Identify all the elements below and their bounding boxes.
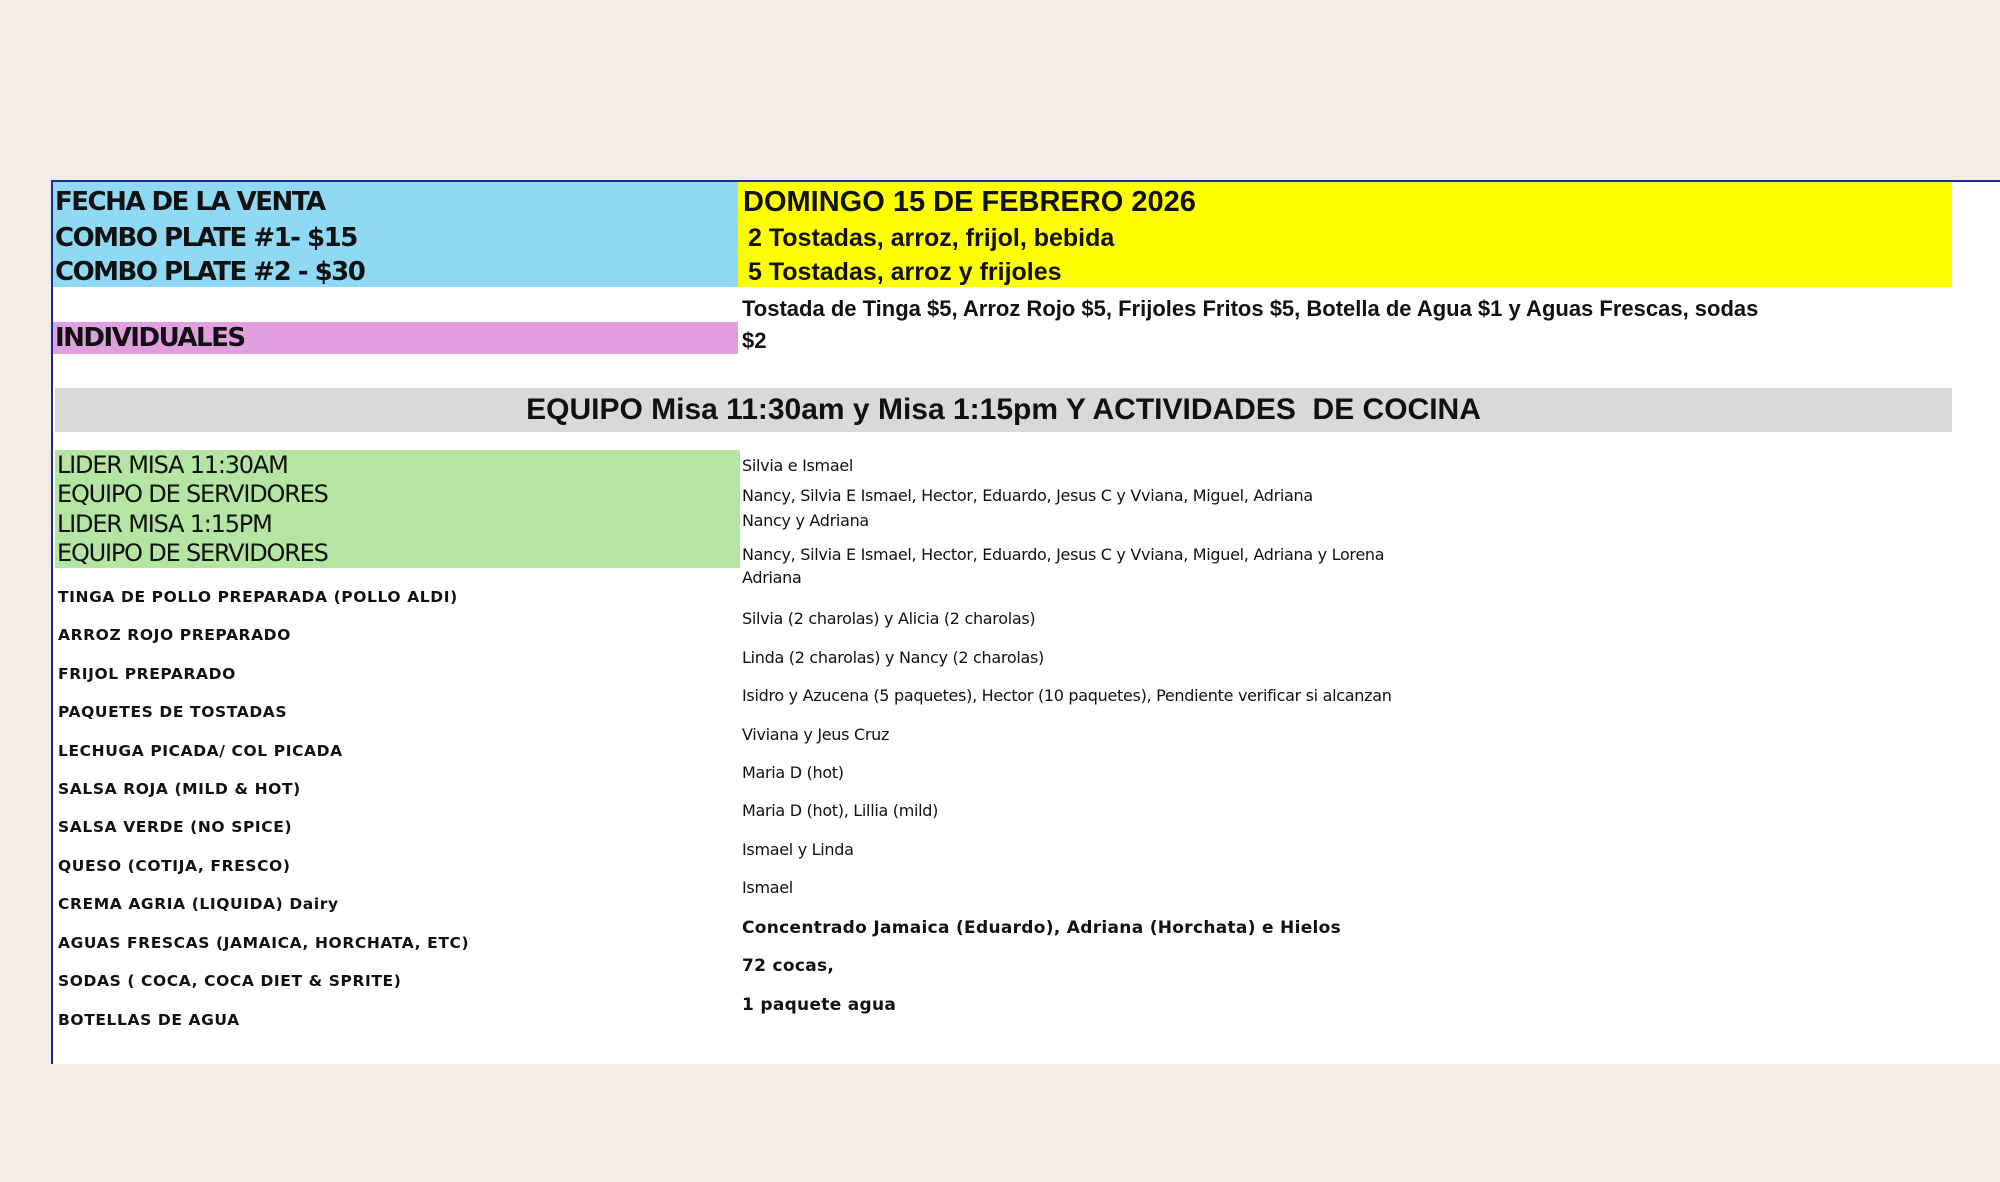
kitchen-value: Silvia (2 charolas) y Alicia (2 charolas) [742, 609, 1036, 628]
date-value: DOMINGO 15 DE FEBRERO 2026 [743, 186, 1196, 218]
kitchen-label: AGUAS FRESCAS (JAMAICA, HORCHATA, ETC) [58, 934, 470, 952]
kitchen-label: BOTELLAS DE AGUA [58, 1011, 240, 1029]
lider-115-label: LIDER MISA 1:15PM [57, 510, 272, 538]
kitchen-value: Maria D (hot) [742, 763, 844, 782]
kitchen-label: FRIJOL PREPARADO [58, 665, 236, 683]
kitchen-label: PAQUETES DE TOSTADAS [58, 703, 288, 721]
kitchen-value: Viviana y Jeus Cruz [742, 725, 890, 744]
kitchen-value: Maria D (hot), Lillia (mild) [742, 801, 939, 820]
servers-2-label: EQUIPO DE SERVIDORES [57, 539, 328, 567]
combo1-label: COMBO PLATE #1- $15 [55, 223, 357, 253]
individual-value-line2: $2 [742, 328, 767, 353]
kitchen-value: Isidro y Azucena (5 paquetes), Hector (10 paquetes), Pendiente verificar si alcanzan [742, 686, 1392, 705]
kitchen-value: Ismael y Linda [742, 840, 854, 859]
kitchen-label: CREMA AGRIA (LIQUIDA) Dairy [58, 895, 339, 913]
combo2-label: COMBO PLATE #2 - $30 [55, 257, 365, 287]
combo1-value: 2 Tostadas, arroz, frijol, bebida [748, 224, 1115, 252]
lider-1130-label: LIDER MISA 11:30AM [57, 451, 288, 479]
lider-115-value: Nancy y Adriana [742, 511, 869, 530]
kitchen-label: LECHUGA PICADA/ COL PICADA [58, 742, 343, 760]
kitchen-label: SALSA ROJA (MILD & HOT) [58, 780, 301, 798]
kitchen-label: QUESO (COTIJA, FRESCO) [58, 857, 291, 875]
lider-1130-value: Silvia e Ismael [742, 456, 854, 475]
servers-2-value: Nancy, Silvia E Ismael, Hector, Eduardo, Jesus C y Vviana, Miguel, Adriana y Lorena [742, 545, 1385, 564]
individual-value-line1: Tostada de Tinga $5, Arroz Rojo $5, Frijoles Fritos $5, Botella de Agua $1 y Aguas Frescas, sodas [742, 296, 1759, 321]
kitchen-label: SODAS ( COCA, COCA DIET & SPRITE) [58, 972, 402, 990]
servers-1-label: EQUIPO DE SERVIDORES [57, 480, 328, 508]
individual-label: INDIVIDUALES [53, 322, 738, 354]
extra-value: Adriana [742, 568, 802, 587]
kitchen-label: TINGA DE POLLO PREPARADA (POLLO ALDI) [58, 588, 458, 606]
kitchen-value: 1 paquete agua [742, 995, 897, 1015]
combo2-value: 5 Tostadas, arroz y frijoles [748, 258, 1062, 286]
kitchen-value: Concentrado Jamaica (Eduardo), Adriana (Horchata) e Hielos [742, 918, 1342, 938]
kitchen-value: Linda (2 charolas) y Nancy (2 charolas) [742, 648, 1044, 667]
spreadsheet [51, 180, 2000, 1064]
team-header: EQUIPO Misa 11:30am y Misa 1:15pm Y ACTIVIDADES DE COCINA [55, 388, 1952, 432]
kitchen-value: 72 cocas, [742, 956, 835, 976]
kitchen-value: Ismael [742, 878, 793, 897]
servers-1-value: Nancy, Silvia E Ismael, Hector, Eduardo, Jesus C y Vviana, Miguel, Adriana [742, 486, 1313, 505]
kitchen-label: SALSA VERDE (NO SPICE) [58, 818, 293, 836]
date-label: FECHA DE LA VENTA [55, 187, 325, 217]
kitchen-label: ARROZ ROJO PREPARADO [58, 626, 291, 644]
